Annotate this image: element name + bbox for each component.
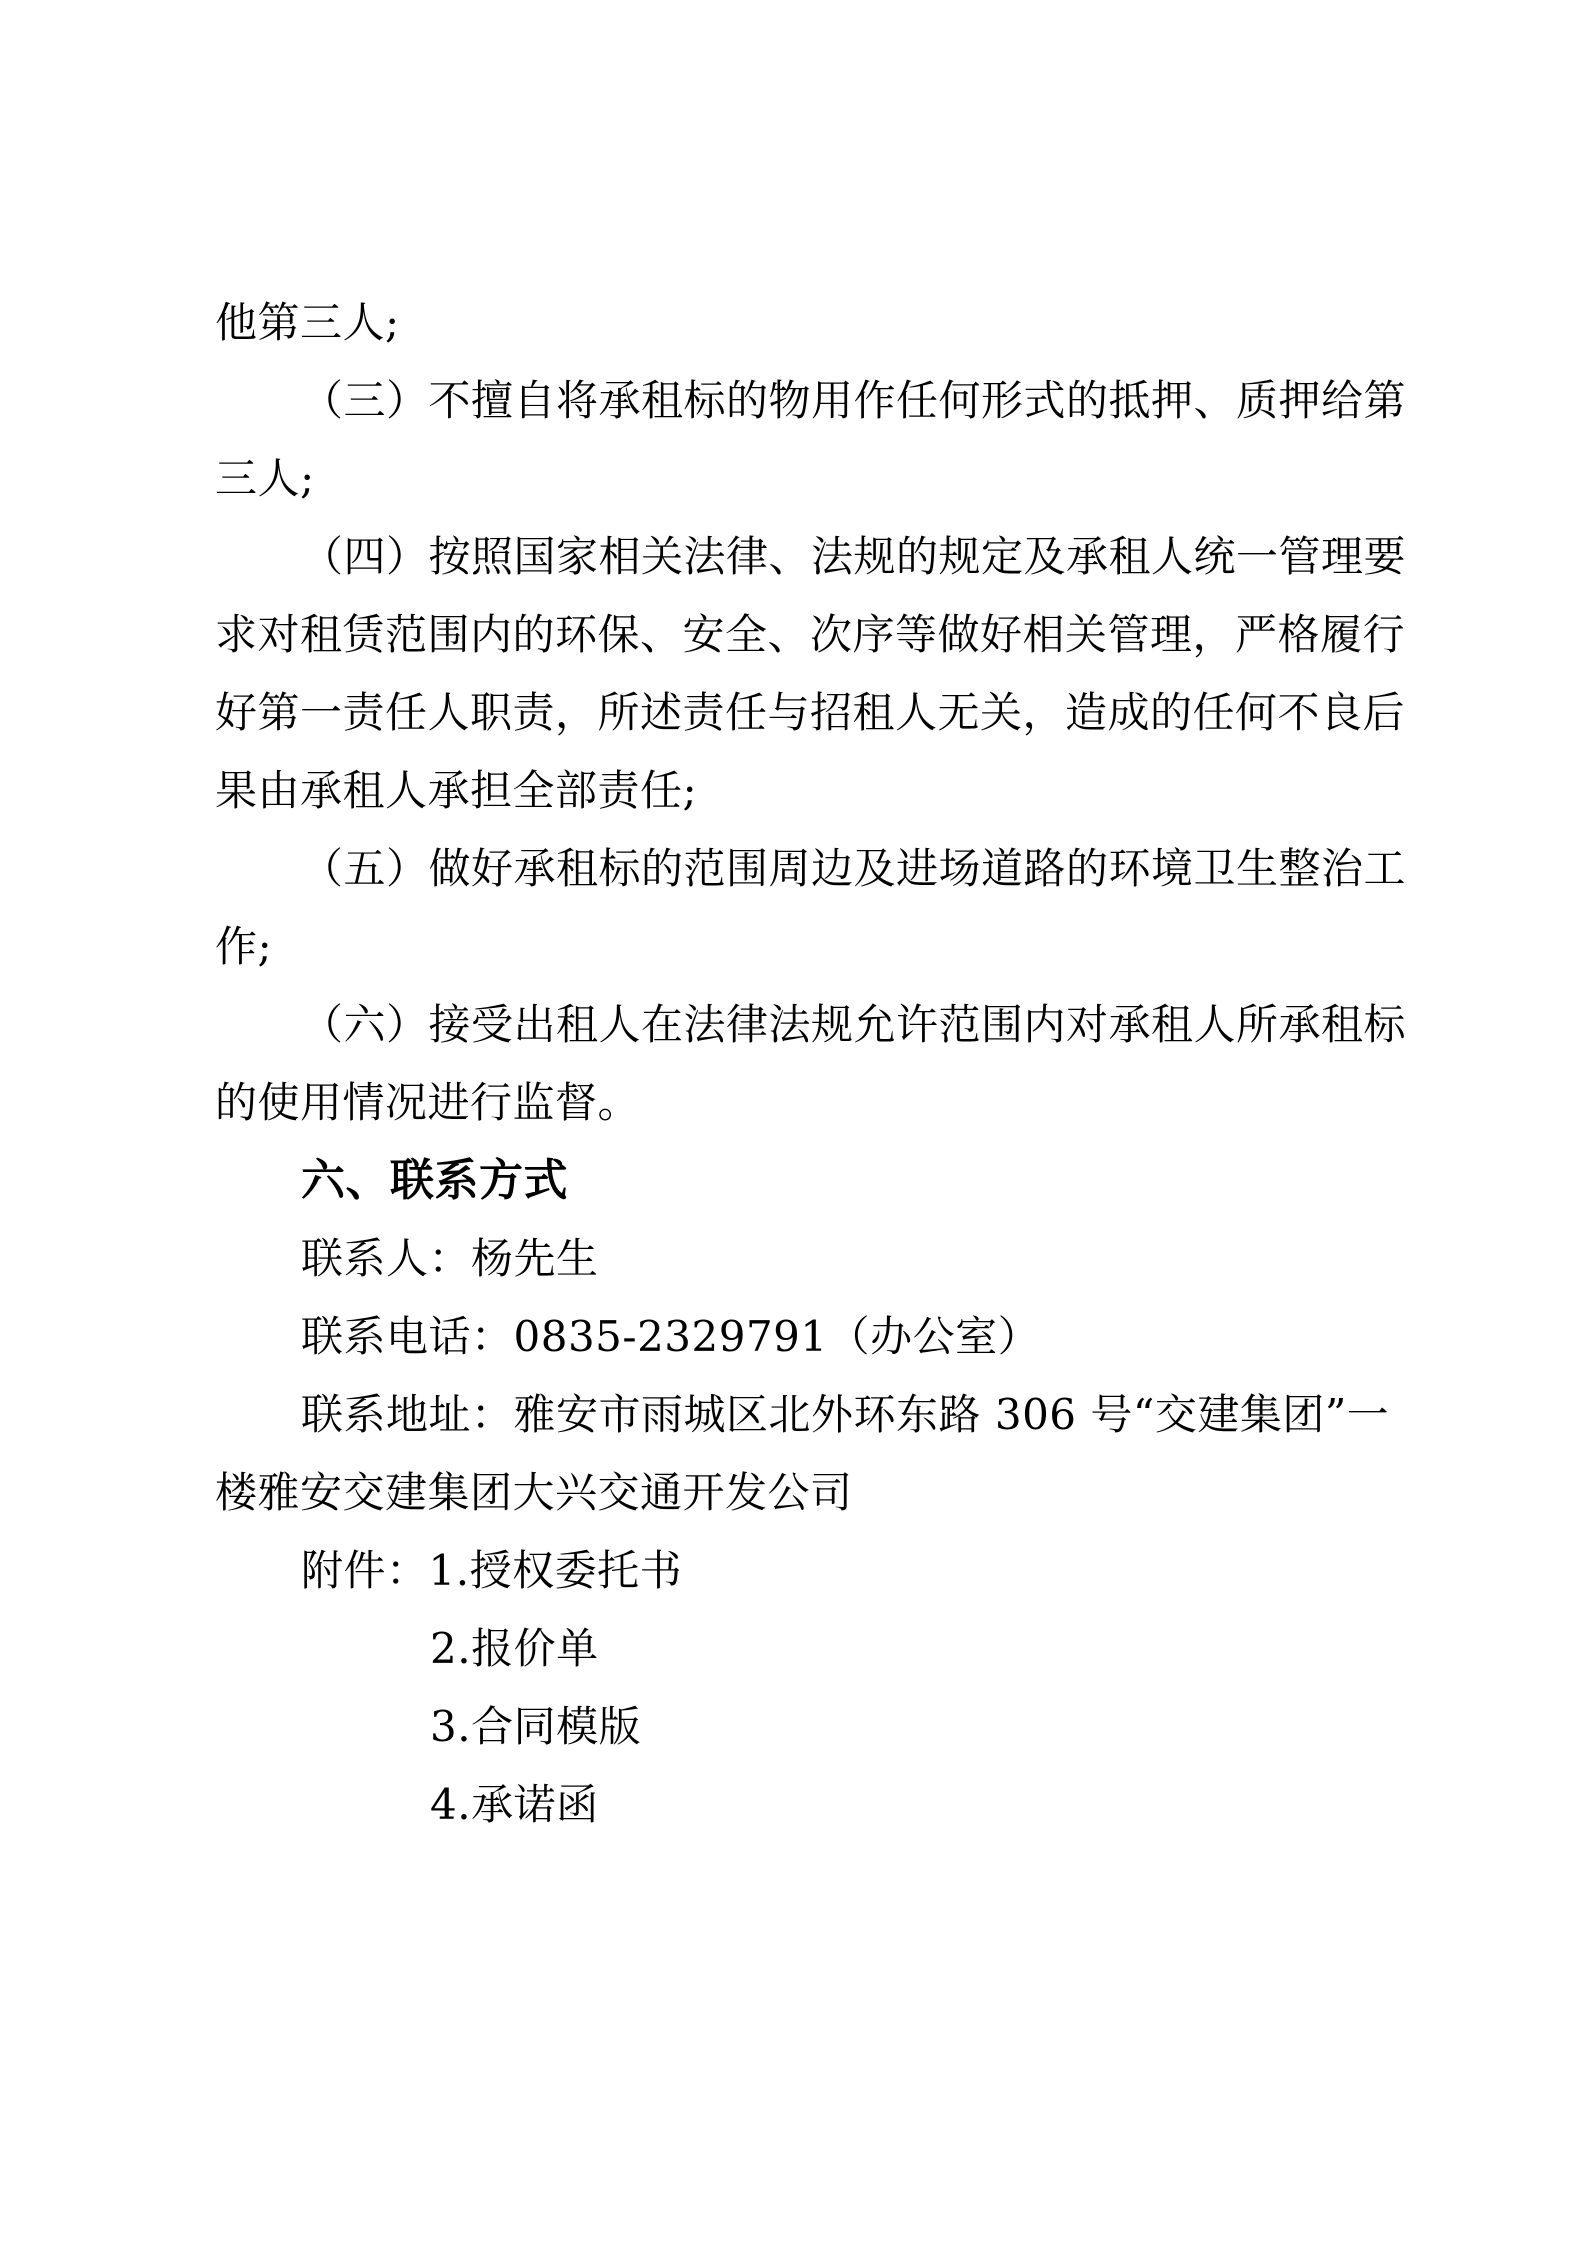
contact-person-line: 联系人：杨先生 [301, 1234, 599, 1283]
clause-5-line: 作; [215, 922, 273, 971]
clause-4-line: 好第一责任人职责，所述责任与招租人无关，造成的任何不良后 [215, 688, 1406, 737]
clause-6-line: 的使用情况进行监督。 [215, 1078, 641, 1127]
document-body [215, 284, 1415, 1844]
clause-4-line: 果由承租人承担全部责任; [215, 766, 698, 815]
clause-4-line: 求对租赁范围内的环保、安全、次序等做好相关管理，严格履行 [215, 610, 1406, 659]
clause-3-line: （三）不擅自将承租标的物用作任何形式的抵押、质押给第 [301, 376, 1407, 425]
clause-4-line: （四）按照国家相关法律、法规的规定及承租人统一管理要 [301, 532, 1407, 581]
clause-5-line: （五）做好承租标的范围周边及进场道路的环境卫生整治工 [301, 844, 1407, 893]
clause-6-line: （六）接受出租人在法律法规允许范围内对承租人所承租标 [301, 1000, 1407, 1049]
contact-address-line: 楼雅安交建集团大兴交通开发公司 [215, 1468, 853, 1517]
attachments-label-line: 附件：1.授权委托书 [301, 1546, 683, 1595]
attachment-item: 4.承诺函 [430, 1780, 599, 1829]
contact-phone-line: 联系电话：0835-2329791（办公室） [301, 1312, 1041, 1361]
clause-2-tail-line: 他第三人; [215, 298, 400, 347]
contact-address-line: 联系地址：雅安市雨城区北外环东路 306 号“交建集团”一 [301, 1390, 1390, 1439]
clause-3-line: 三人; [215, 454, 315, 503]
attachment-item: 3.合同模版 [430, 1702, 642, 1751]
section-heading-contact: 六、联系方式 [301, 1155, 568, 1206]
attachment-item: 2.报价单 [430, 1624, 599, 1673]
